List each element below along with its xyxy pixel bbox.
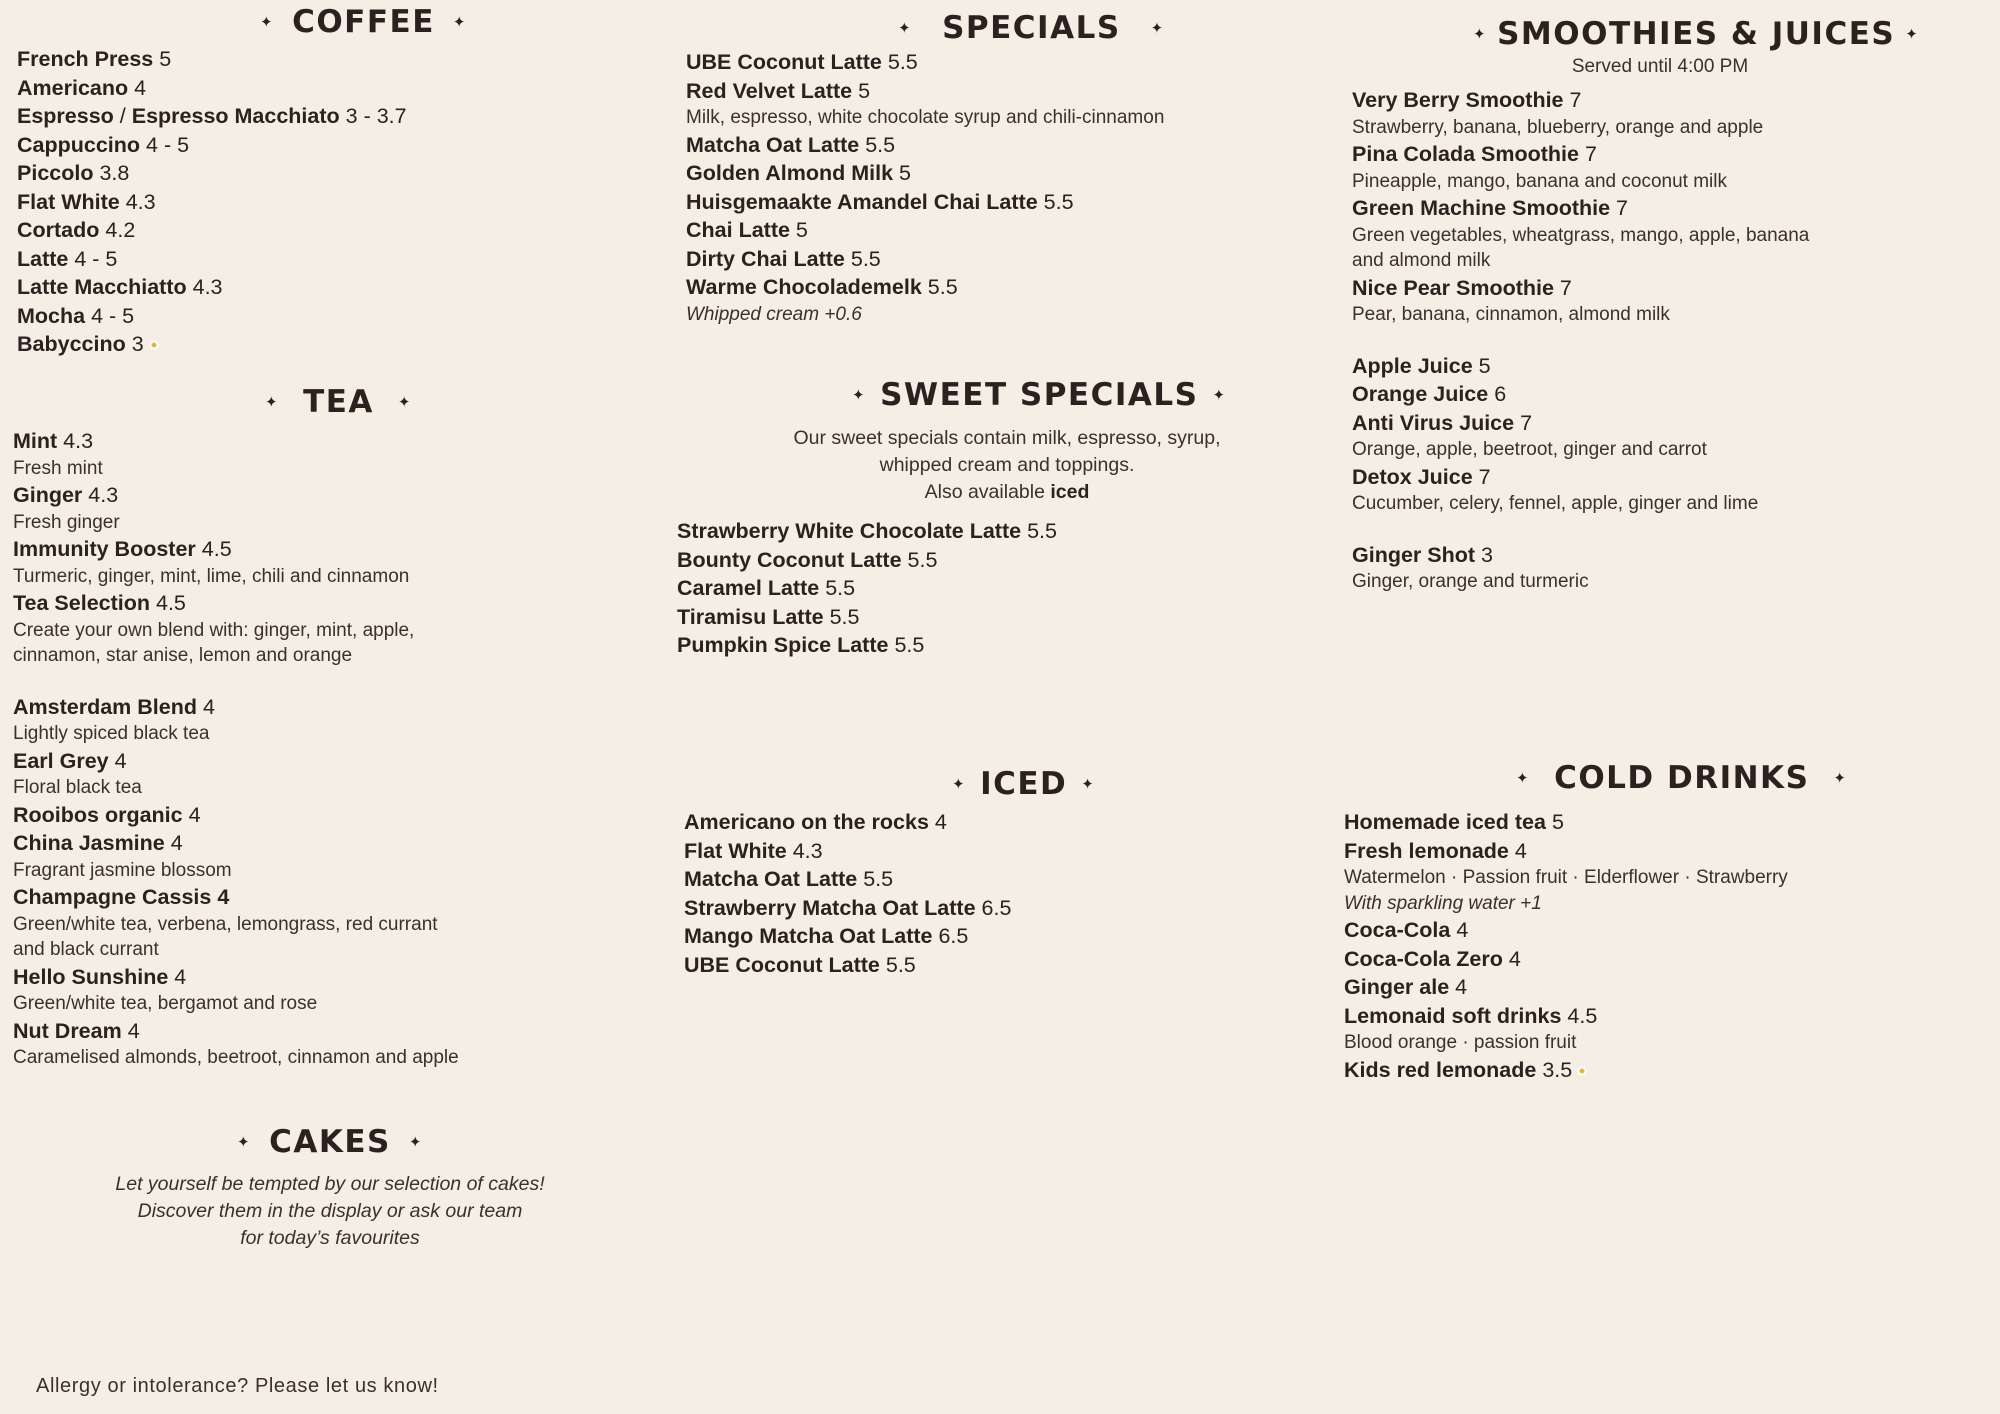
menu-item: [17, 159, 677, 188]
smoothies-heading: [1352, 16, 1992, 52]
menu-item: [1344, 837, 1984, 866]
cakes-section: [60, 1124, 600, 1252]
menu-item-price: 5.5: [850, 246, 881, 271]
section-gap: [13, 669, 673, 693]
menu-item: [13, 693, 673, 722]
menu-item-name: Latte: [17, 246, 69, 271]
menu-item-price: 4 - 5: [146, 132, 190, 157]
menu-item-description: Fresh mint: [13, 457, 103, 479]
specials-heading: [686, 10, 1326, 46]
menu-item-description: Ginger, orange and turmeric: [1352, 571, 1589, 592]
cakes-note: [60, 1171, 600, 1252]
menu-item: [677, 546, 1337, 575]
sweet-note-iced: iced: [1050, 481, 1090, 503]
menu-item: [684, 808, 1324, 837]
menu-item: [1344, 916, 1984, 945]
menu-item: [686, 77, 1326, 106]
menu-item: [684, 837, 1324, 866]
sweet-note-line: [677, 479, 1337, 506]
menu-item-name: Pina Colada Smoothie: [1352, 142, 1579, 166]
menu-item-price: 4 - 5: [91, 303, 135, 328]
menu-item: [13, 535, 673, 564]
menu-item-price: 4.2: [105, 218, 136, 242]
specials-title: SPECIALS: [942, 10, 1121, 46]
menu-item-price: 4.3: [63, 429, 94, 453]
menu-item-description: Orange, apple, beetroot, ginger and carrot: [1352, 439, 1707, 460]
menu-item: [686, 216, 1326, 245]
menu-item-description: Turmeric, ginger, mint, lime, chili and cinnamon: [13, 565, 410, 587]
sparkle-icon: ✦: [1833, 769, 1848, 787]
menu-item-name: Nice Pear Smoothie: [1352, 275, 1554, 300]
sweet-note-line: Our sweet specials contain milk, espresso, syrup,: [793, 427, 1221, 449]
menu-item-name: Anti Virus Juice: [1352, 410, 1515, 435]
menu-item: [13, 801, 673, 830]
menu-item-description: Pineapple, mango, banana and coconut milk: [1352, 170, 1727, 192]
sparkle-icon: ✦: [1516, 769, 1531, 787]
sparkle-icon: ✦: [408, 1133, 423, 1151]
menu-item-name: Champagne Cassis 4: [13, 885, 230, 909]
menu-item-price: 4: [170, 831, 183, 855]
menu-item-price: 7: [1478, 464, 1491, 489]
menu-item-price: 4: [188, 802, 201, 827]
menu-item-name: Chai Latte: [686, 218, 790, 242]
menu-item-name: Strawberry Matcha Oat Latte: [684, 895, 976, 920]
menu-item: [684, 865, 1324, 894]
menu-item: [1344, 945, 1984, 974]
menu-item-price: 4.3: [192, 275, 223, 299]
menu-item-price: 4.5: [1567, 1003, 1598, 1028]
cakes-note-line: Let yourself be tempted by our selection of cakes!: [115, 1173, 545, 1195]
menu-item: [17, 74, 677, 103]
menu-item: [1352, 86, 1992, 115]
menu-item-price: 4: [934, 810, 947, 834]
menu-item-description: and almond milk: [1352, 250, 1491, 271]
menu-item-description: Blood orange · passion fruit: [1344, 1032, 1577, 1053]
menu-item-price: 4: [174, 964, 187, 989]
menu-item-price: 7: [1559, 275, 1572, 300]
menu-item: [13, 481, 673, 510]
menu-item-name: UBE Coconut Latte: [684, 952, 880, 977]
menu-item-name: Caramel Latte: [677, 576, 820, 600]
menu-item: [686, 131, 1326, 160]
menu-item: [684, 951, 1324, 980]
menu-item: [1352, 463, 1992, 492]
iced-list: [684, 808, 1324, 979]
menu-item-name: Strawberry White Chocolate Latte: [677, 519, 1022, 543]
menu-item-price: 5: [159, 47, 172, 71]
menu-item: [1344, 973, 1984, 1002]
menu-item: [17, 330, 677, 359]
menu-item-price: 4.3: [125, 189, 156, 214]
sweet-note-line: whipped cream and toppings.: [879, 454, 1135, 476]
menu-item: [1344, 808, 1984, 837]
section-gap: [1352, 517, 1992, 541]
sparkle-icon: ✦: [397, 393, 412, 411]
menu-item-name: Cortado: [17, 218, 100, 242]
cold-drinks-section: [1344, 760, 1984, 1084]
menu-item-price: 7: [1569, 88, 1582, 112]
menu-item-price: 5.5: [885, 952, 916, 977]
menu-item: [13, 747, 673, 776]
menu-item-name: Bounty Coconut Latte: [677, 547, 902, 572]
menu-item-price: 3.5: [1542, 1057, 1573, 1082]
menu-item-price: 3: [131, 332, 144, 356]
coffee-heading: [17, 4, 677, 40]
sparkle-icon: ✦: [1905, 25, 1920, 43]
menu-item-price: 7: [1616, 196, 1629, 220]
menu-item: [686, 48, 1326, 77]
menu-item-price: 6: [1494, 382, 1507, 406]
sweet-specials-title: SWEET SPECIALS: [880, 377, 1199, 413]
menu-item: [13, 883, 673, 912]
menu-item: [13, 589, 673, 618]
menu-item: [1352, 140, 1992, 169]
menu-item-description: Strawberry, banana, blueberry, orange and apple: [1352, 116, 1764, 138]
menu-item-name: Coca-Cola Zero: [1344, 946, 1503, 971]
specials-section: [686, 10, 1326, 327]
menu-item: [17, 131, 677, 160]
sweet-specials-note: [677, 425, 1337, 506]
menu-item-name: Fresh lemonade: [1344, 838, 1509, 863]
coffee-section: [17, 4, 677, 359]
menu-item-price: 4.3: [88, 483, 119, 507]
menu-item: [677, 631, 1337, 660]
sparkle-icon: ✦: [952, 775, 967, 793]
menu-item-name: Green Machine Smoothie: [1352, 196, 1611, 220]
menu-item-price: 4: [1455, 975, 1468, 999]
menu-item-price: 3 - 3.7: [345, 104, 407, 128]
menu-item: [677, 517, 1337, 546]
menu-item-price: 4: [1508, 946, 1521, 971]
menu-item-name: Pumpkin Spice Latte: [677, 633, 889, 657]
coffee-list: [17, 45, 677, 359]
sparkle-icon: ✦: [237, 1133, 252, 1151]
menu-item: [1352, 409, 1992, 438]
menu-item: [13, 829, 673, 858]
menu-item-name: China Jasmine: [13, 831, 165, 855]
menu-item-name: Lemonaid soft drinks: [1344, 1003, 1562, 1028]
menu-item-description: Green/white tea, bergamot and rose: [13, 993, 318, 1014]
menu-item-name: Tea Selection: [13, 591, 151, 615]
menu-item: [13, 1017, 673, 1046]
tea-section: [13, 384, 673, 1071]
menu-item: [13, 427, 673, 456]
menu-item-name: Earl Grey: [13, 748, 109, 773]
menu-item-name: Red Velvet Latte: [686, 78, 853, 103]
menu-item-description: Cucumber, celery, fennel, apple, ginger and lime: [1352, 493, 1759, 514]
sparkle-icon: ✦: [1081, 775, 1096, 793]
menu-item: [686, 159, 1326, 188]
menu-item-price: 4: [114, 748, 127, 773]
menu-item-name: Warme Chocolademelk: [686, 275, 922, 299]
menu-item-separator: /: [113, 104, 132, 128]
menu-item-price: 7: [1584, 142, 1597, 166]
menu-item-name: Dirty Chai Latte: [686, 246, 845, 271]
menu-item-price: 5: [1551, 810, 1564, 834]
sweet-note-also: Also available: [924, 481, 1045, 503]
menu-item-price: 4: [1456, 918, 1469, 942]
menu-item-name: Very Berry Smoothie: [1352, 88, 1564, 112]
menu-item-name: Flat White: [684, 838, 787, 863]
menu-item-price: 4.5: [156, 591, 186, 615]
menu-item-price: 5: [1478, 353, 1491, 378]
tea-heading: [13, 384, 673, 420]
menu-item: [17, 302, 677, 331]
menu-item-name: Matcha Oat Latte: [684, 867, 858, 891]
menu-item: [13, 963, 673, 992]
menu-item-name: Detox Juice: [1352, 464, 1473, 489]
menu-item-name: Matcha Oat Latte: [686, 132, 860, 157]
sweet-specials-list: [677, 517, 1337, 660]
menu-item-description: Watermelon · Passion fruit · Elderflower · Strawberry: [1344, 867, 1788, 888]
menu-item-name: French Press: [17, 47, 154, 71]
menu-item: [17, 102, 677, 131]
daisy-icon: [1575, 1057, 1589, 1071]
menu-item-name: Flat White: [17, 189, 120, 214]
smoothies-list: [1352, 86, 1992, 595]
menu-item-name: Ginger Shot: [1352, 542, 1476, 567]
menu-item-name: Huisgemaakte Amandel Chai Latte: [686, 189, 1038, 214]
menu-item: [1352, 380, 1992, 409]
menu-item: [686, 188, 1326, 217]
menu-item-description: Pear, banana, cinnamon, almond milk: [1352, 304, 1670, 325]
section-gap: [1352, 328, 1992, 352]
menu-item: [1344, 1002, 1984, 1031]
menu-item-price: 7: [1520, 410, 1533, 435]
menu-item-description: cinnamon, star anise, lemon and orange: [13, 645, 353, 666]
menu-item-description: Fragrant jasmine blossom: [13, 859, 232, 881]
menu-item: [684, 894, 1324, 923]
menu-item: [677, 603, 1337, 632]
menu-item: [1352, 352, 1992, 381]
menu-item-price: 5.5: [894, 633, 925, 657]
cakes-note-line: Discover them in the display or ask our team: [137, 1200, 523, 1222]
menu-item-price: 4: [202, 694, 215, 719]
menu-item-description: Floral black tea: [13, 777, 142, 798]
smoothies-title: SMOOTHIES & JUICES: [1497, 16, 1896, 52]
menu-item: [17, 188, 677, 217]
menu-item-price: 5.5: [1043, 189, 1074, 214]
menu-item: [17, 45, 677, 74]
menu-item-description: Green vegetables, wheatgrass, mango, apple, banana: [1352, 224, 1810, 246]
menu-item-name: Orange Juice: [1352, 382, 1489, 406]
menu-item-name: Espresso Macchiato: [131, 104, 340, 128]
menu-item-price: 4 - 5: [74, 246, 118, 271]
allergy-note: Allergy or intolerance? Please let us know!: [36, 1375, 439, 1397]
smoothies-subtitle: Served until 4:00 PM: [1571, 56, 1749, 77]
sparkle-icon: ✦: [1473, 25, 1488, 43]
specials-list: [686, 48, 1326, 327]
menu-item-description: Create your own blend with: ginger, mint, apple,: [13, 619, 415, 641]
menu-item-name: Hello Sunshine: [13, 964, 169, 989]
cold-drinks-title: COLD DRINKS: [1554, 760, 1810, 796]
sparkle-icon: ✦: [1150, 19, 1165, 37]
menu-item: [686, 245, 1326, 274]
menu-item-name: Latte Macchiatto: [17, 275, 187, 299]
menu-item-price: 5.5: [887, 50, 918, 74]
menu-item-name: Americano: [17, 75, 129, 100]
sweet-specials-section: [677, 377, 1337, 660]
menu-item-price: 4: [127, 1018, 140, 1043]
menu-item-name: Immunity Booster: [13, 537, 196, 561]
menu-item-price: 6.5: [981, 895, 1012, 920]
tea-list: [13, 427, 673, 1071]
menu-item-price: 5: [858, 78, 871, 103]
menu-item-price: 5.5: [863, 867, 894, 891]
menu-item-price: 4.5: [201, 537, 232, 561]
sparkle-icon: ✦: [1212, 386, 1227, 404]
menu-item-name: Ginger ale: [1344, 975, 1450, 999]
menu-item-price: 5.5: [829, 604, 860, 629]
smoothies-section: [1352, 16, 1992, 595]
menu-item-description: Milk, espresso, white chocolate syrup and chili-cinnamon: [686, 107, 1165, 128]
menu-item-name: Espresso: [17, 104, 114, 128]
menu-item-description: and black currant: [13, 939, 159, 960]
menu-item-price: 5.5: [907, 547, 938, 572]
daisy-icon: [147, 331, 161, 345]
menu-item-price: 5: [795, 218, 808, 242]
menu-item-extra-note: With sparkling water +1: [1344, 892, 1542, 914]
menu-item-name: Coca-Cola: [1344, 918, 1451, 942]
menu-item-price: 4.3: [792, 838, 823, 863]
menu-item: [684, 922, 1324, 951]
menu-item-price: 3.8: [99, 161, 130, 185]
iced-heading: [684, 766, 1324, 802]
menu-item-price: 3: [1481, 542, 1493, 567]
cakes-title: CAKES: [269, 1124, 391, 1160]
menu-item: [17, 273, 677, 302]
menu-item-name: UBE Coconut Latte: [686, 50, 882, 74]
menu-item-name: Ginger: [13, 483, 83, 507]
menu-item: [1352, 274, 1992, 303]
menu-item-price: 5.5: [865, 132, 896, 157]
menu-item-price: 4: [1514, 838, 1527, 863]
menu-item-name: Mango Matcha Oat Latte: [684, 924, 933, 948]
sparkle-icon: ✦: [265, 393, 280, 411]
iced-section: [684, 766, 1324, 979]
cakes-note-line: for today’s favourites: [240, 1227, 420, 1249]
cold-drinks-heading: [1344, 760, 1984, 796]
menu-item-description: Green/white tea, verbena, lemongrass, red currant: [13, 913, 438, 935]
sparkle-icon: ✦: [898, 19, 913, 37]
menu-item-description: Fresh ginger: [13, 511, 120, 533]
menu-item: [1344, 1056, 1984, 1085]
menu-item-name: Kids red lemonade: [1344, 1057, 1537, 1082]
menu-item-name: Babyccino: [17, 332, 126, 356]
menu-item-name: Apple Juice: [1352, 353, 1473, 378]
menu-item: [1352, 194, 1992, 223]
menu-item-name: Tiramisu Latte: [677, 604, 824, 629]
sparkle-icon: ✦: [452, 13, 467, 31]
menu-item: [17, 245, 677, 274]
menu-item-name: Nut Dream: [13, 1018, 122, 1043]
menu-item-price: 6.5: [938, 924, 969, 948]
menu-item-price: 4: [134, 75, 147, 100]
menu-item-price: 5.5: [927, 275, 958, 299]
menu-item: [17, 216, 677, 245]
cold-drinks-list: [1344, 808, 1984, 1084]
menu-item-name: Homemade iced tea: [1344, 810, 1546, 834]
menu-item-price: 5.5: [1027, 519, 1057, 543]
menu-item-name: Mint: [13, 429, 58, 453]
cakes-heading: [60, 1124, 600, 1160]
menu-item-name: Golden Almond Milk: [686, 161, 894, 185]
menu-item-name: Americano on the rocks: [684, 810, 929, 834]
menu-item: [1352, 541, 1992, 570]
menu-item: [677, 574, 1337, 603]
sparkle-icon: ✦: [852, 386, 867, 404]
menu-item-name: Piccolo: [17, 161, 94, 185]
tea-title: TEA: [303, 384, 374, 420]
iced-title: ICED: [980, 766, 1068, 802]
menu-item: [686, 273, 1326, 302]
menu-item-name: Amsterdam Blend: [13, 694, 197, 719]
menu-item-extra-note: Whipped cream +0.6: [686, 303, 862, 325]
menu-item-description: Lightly spiced black tea: [13, 723, 210, 744]
menu-item-name: Cappuccino: [17, 132, 141, 157]
sparkle-icon: ✦: [260, 13, 275, 31]
sweet-specials-heading: [677, 377, 1337, 413]
coffee-title: COFFEE: [292, 4, 435, 40]
menu-item-name: Rooibos organic: [13, 802, 183, 827]
menu-item-name: Mocha: [17, 303, 86, 328]
menu-item-price: 5.5: [825, 576, 856, 600]
menu-item-price: 5: [899, 161, 911, 185]
menu-item-description: Caramelised almonds, beetroot, cinnamon and apple: [13, 1047, 459, 1068]
